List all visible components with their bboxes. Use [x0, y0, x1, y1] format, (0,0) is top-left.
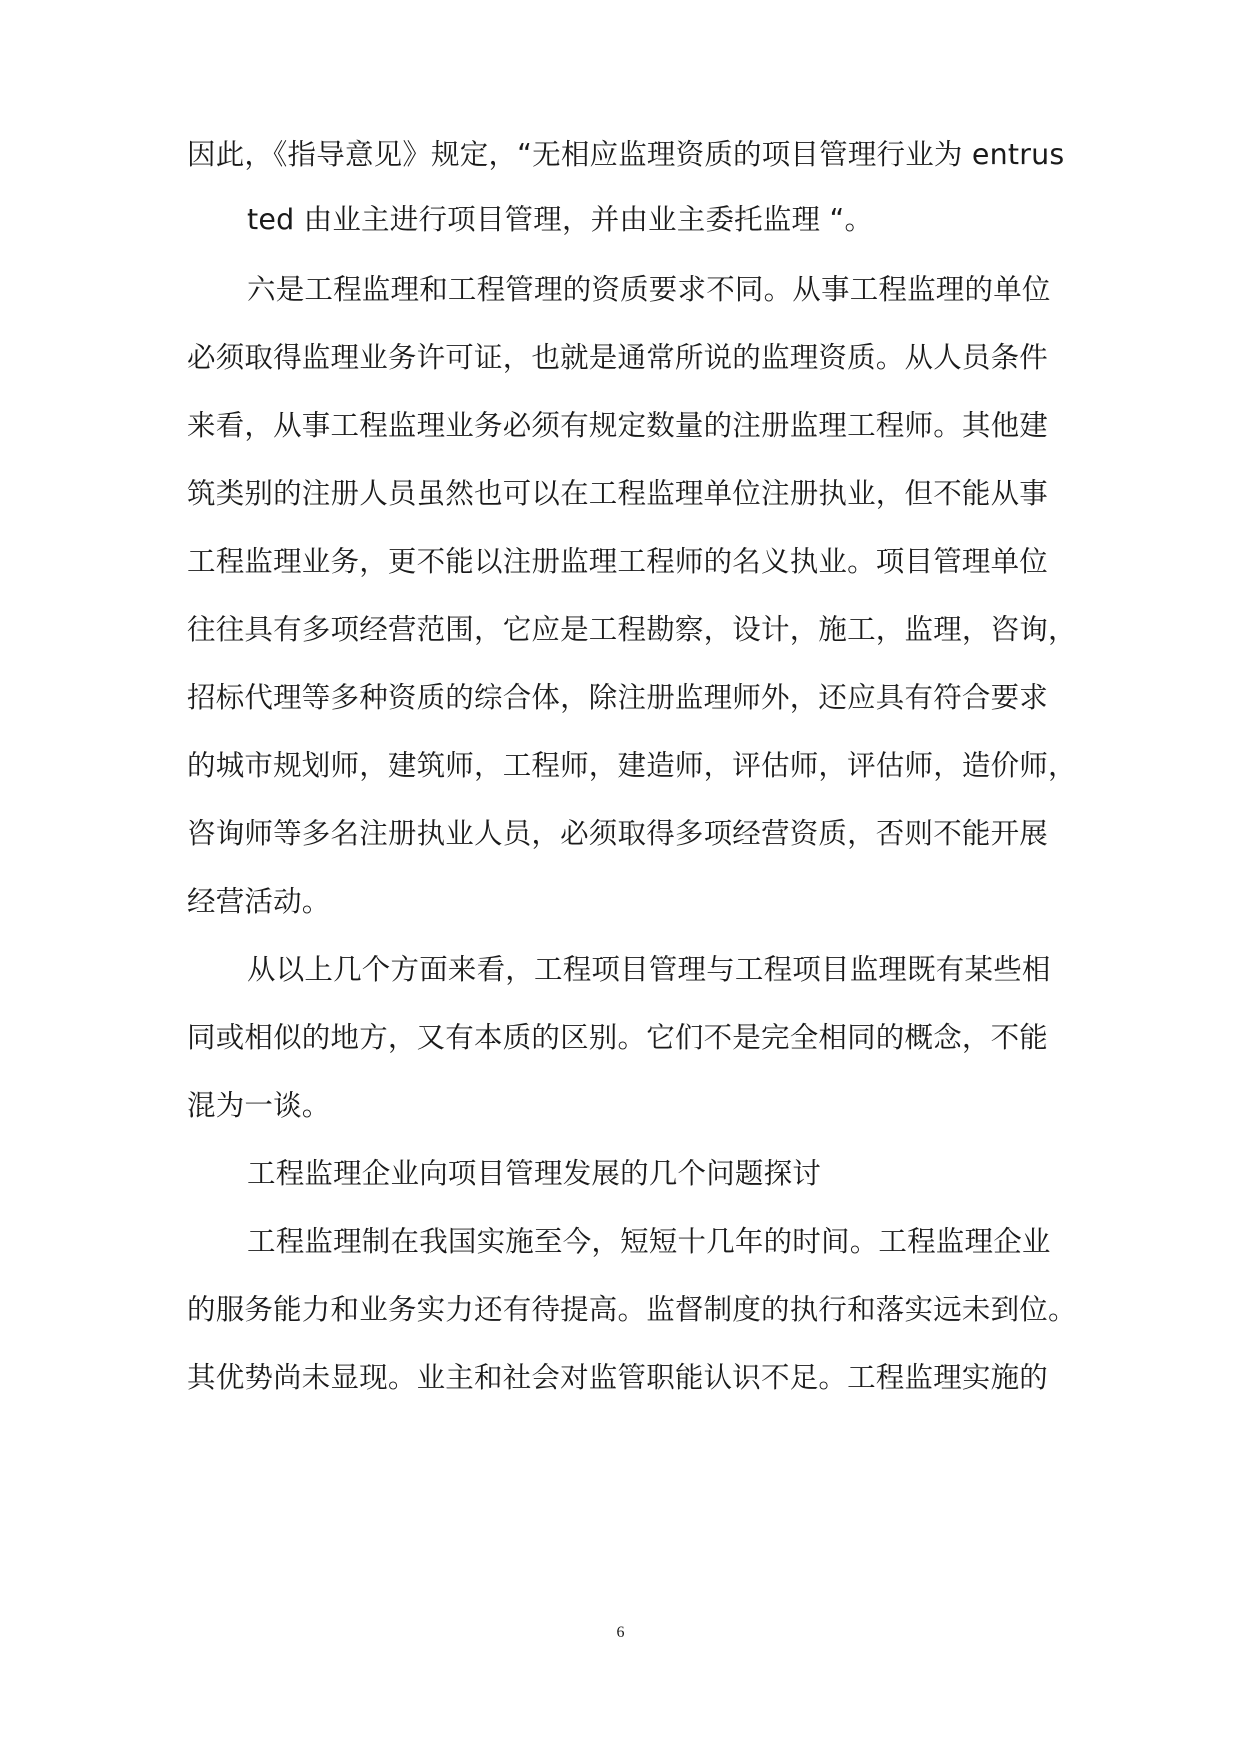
section-heading: 工程监理企业向项目管理发展的几个问题探讨: [247, 1157, 822, 1190]
text-line: ted 由业主进行项目管理，并由业主委托监理 “。: [247, 203, 874, 236]
text-line: 必须取得监理业务许可证，也就是通常所说的监理资质。从人员条件: [187, 341, 1049, 374]
text-line: 咨询师等多名注册执业人员，必须取得多项经营资质，否则不能开展: [187, 817, 1049, 850]
text-line: 六是工程监理和工程管理的资质要求不同。从事工程监理的单位: [247, 273, 1051, 306]
text-line: 混为一谈。: [187, 1089, 331, 1122]
text-line: 工程监理制在我国实施至今，短短十几年的时间。工程监理企业: [247, 1225, 1051, 1258]
text-line: 来看，从事工程监理业务必须有规定数量的注册监理工程师。其他建: [187, 409, 1049, 442]
text-line: 同或相似的地方，又有本质的区别。它们不是完全相同的概念，不能: [187, 1021, 1049, 1054]
text-line: 其优势尚未显现。业主和社会对监管职能认识不足。工程监理实施的: [187, 1361, 1049, 1394]
text-line: 筑类别的注册人员虽然也可以在工程监理单位注册执业，但不能从事: [187, 477, 1049, 510]
text-line: 从以上几个方面来看，工程项目管理与工程项目监理既有某些相: [247, 953, 1051, 986]
text-line: 的城市规划师，建筑师，工程师，建造师，评估师，评估师，造价师，: [187, 749, 1077, 782]
text-line: 招标代理等多种资质的综合体，除注册监理师外，还应具有符合要求: [187, 681, 1049, 714]
text-line: 工程监理业务，更不能以注册监理工程师的名义执业。项目管理单位: [187, 545, 1049, 578]
text-line: 往往具有多项经营范围，它应是工程勘察，设计，施工，监理，咨询，: [187, 613, 1077, 646]
page-number: 6: [616, 1624, 625, 1641]
text-line: 因此，《指导意见》规定，“无相应监理资质的项目管理行业为 entrus: [187, 138, 1065, 171]
text-line: 的服务能力和业务实力还有待提高。监督制度的执行和落实远未到位。: [187, 1293, 1077, 1326]
text-line: 经营活动。: [187, 885, 331, 918]
